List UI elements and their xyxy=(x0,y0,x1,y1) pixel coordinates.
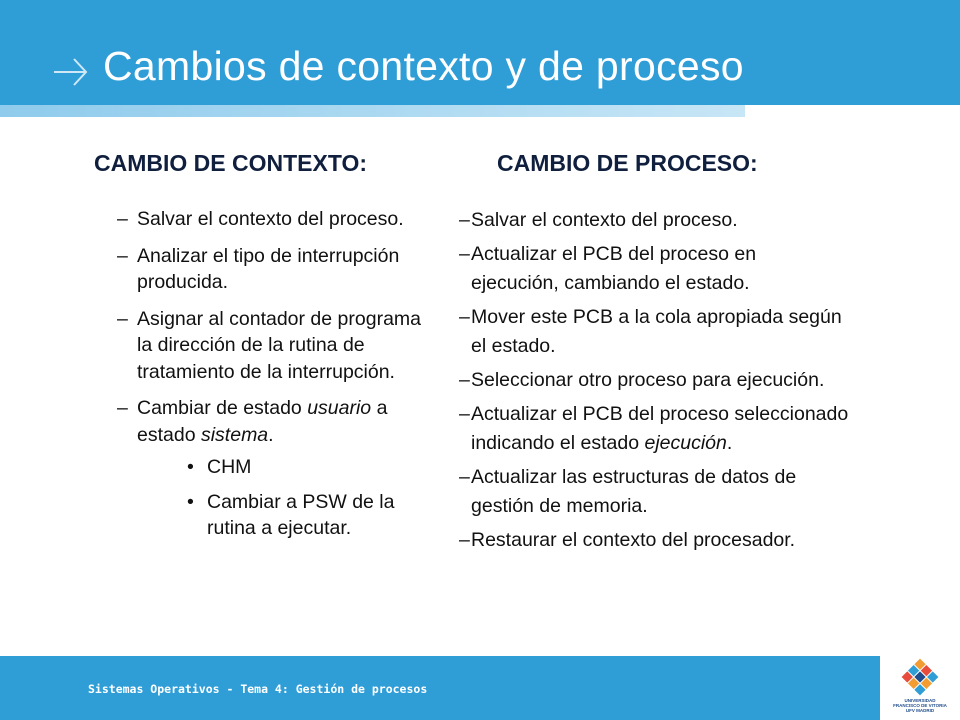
logo-line-3: UFV MADRID xyxy=(905,708,935,713)
list-item xyxy=(459,366,849,395)
list-item-text: Restaurar el contexto del procesador. xyxy=(471,529,796,551)
list-item xyxy=(459,303,849,361)
list-item-text-part: . xyxy=(726,432,733,454)
dash-marker: – xyxy=(459,466,470,488)
logo-line-2: FRANCISCO DE VITORIA xyxy=(893,703,947,708)
bullet-marker: • xyxy=(187,456,194,478)
context-switch-sublist xyxy=(137,454,435,542)
list-item xyxy=(117,243,435,296)
dash-marker: – xyxy=(117,307,128,330)
list-item-text: Salvar el contexto del proceso. xyxy=(137,208,404,230)
dash-marker: – xyxy=(459,369,470,391)
arrow-right-icon xyxy=(54,58,88,86)
bullet-marker: • xyxy=(187,490,194,513)
process-switch-list xyxy=(459,206,849,560)
list-item xyxy=(459,526,849,555)
emphasis-usuario: usuario xyxy=(307,397,372,419)
dash-marker: – xyxy=(459,243,470,265)
logo-caption xyxy=(880,698,960,713)
list-item xyxy=(459,240,849,298)
list-item-text: Actualizar las estructuras de datos de gestión de memoria. xyxy=(471,466,797,517)
dash-marker: – xyxy=(117,244,128,267)
list-item-text-part: . xyxy=(268,423,274,446)
context-switch-list xyxy=(117,206,435,552)
dash-marker: – xyxy=(117,208,128,230)
list-item-text: Asignar al contador de programa la dirección de la rutina de tratamiento de la interrupción. xyxy=(137,307,421,383)
list-item-text-part: a estado xyxy=(137,397,388,446)
list-item xyxy=(117,306,435,386)
dash-marker: – xyxy=(459,209,470,231)
sub-list-item-text: CHM xyxy=(207,456,252,478)
right-column-heading: CAMBIO DE PROCESO: xyxy=(497,150,758,176)
list-item-text: Mover este PCB a la cola apropiada según el estado. xyxy=(471,306,842,357)
list-item-text: Salvar el contexto del proceso. xyxy=(471,209,738,231)
university-logo xyxy=(880,656,960,720)
list-item xyxy=(459,206,849,235)
logo-line-1: UNIVERSIDAD xyxy=(904,698,936,703)
dash-marker: – xyxy=(459,403,470,425)
left-column-heading: CAMBIO DE CONTEXTO: xyxy=(94,150,368,176)
emphasis-sistema: sistema xyxy=(200,423,269,446)
list-item-text: Seleccionar otro proceso para ejecución. xyxy=(471,369,825,391)
list-item xyxy=(459,463,849,521)
list-item-text-part: Cambiar de estado xyxy=(137,397,308,419)
list-item-text-part: Actualizar el PCB del proceso seleccionado indicando el estado xyxy=(471,403,849,454)
sub-list-item xyxy=(187,454,435,481)
logo-emblem-icon xyxy=(880,656,960,698)
sub-list-item-text: Cambiar a PSW de la rutina a ejecutar. xyxy=(207,490,395,539)
emphasis-ejecucion: ejecución xyxy=(644,432,727,454)
footer-course-title: Sistemas Operativos - Tema 4: Gestión de procesos xyxy=(88,682,428,696)
sub-list-item xyxy=(187,489,435,542)
banner-stripe xyxy=(0,105,745,117)
list-item-text: Analizar el tipo de interrupción producida. xyxy=(137,244,400,293)
list-item xyxy=(459,400,849,458)
dash-marker: – xyxy=(459,306,470,328)
list-item xyxy=(117,206,435,233)
list-item-text: Actualizar el PCB del proceso en ejecución, cambiando el estado. xyxy=(471,243,757,294)
slide-title: Cambios de contexto y de proceso xyxy=(103,43,744,89)
dash-marker: – xyxy=(459,529,470,551)
dash-marker: – xyxy=(117,397,128,419)
list-item xyxy=(117,395,435,542)
